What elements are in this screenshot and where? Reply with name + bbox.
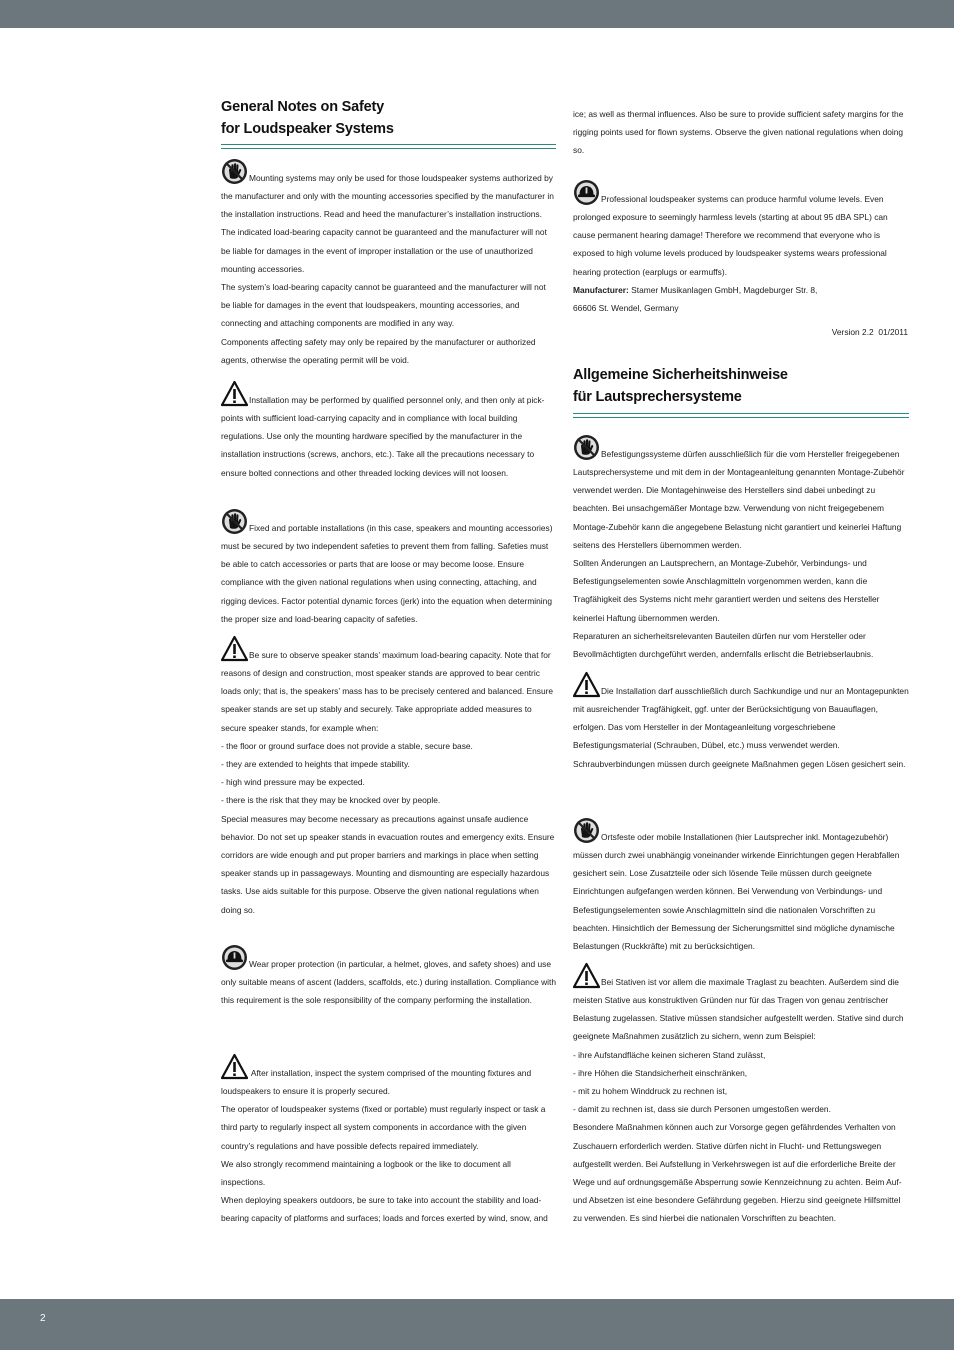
page-number: 2	[40, 1313, 46, 1324]
hand-stop-icon	[573, 434, 600, 461]
english-title	[221, 96, 394, 140]
english-para-1b: The system’s load-bearing capacity cannot be guaranteed and the manufacturer will not be liable for damages in the event that loudspeakers, mounting accessories, and connecting and attaching components are modified in any way.	[221, 282, 546, 329]
german-title-rule-thin	[573, 417, 909, 418]
english-para-6b: The operator of loudspeaker systems (fixed or portable) must regularly inspect or task a third party to regularly inspect all system components in accordance with the given country’s regulations and have possible defects repaired immediately.	[221, 1104, 546, 1151]
manufacturer-label: Manufacturer:	[573, 284, 629, 295]
list-item: - there is the risk that they may be knocked over by people.	[221, 795, 441, 806]
list-item: - they are extended to heights that impede stability.	[221, 759, 410, 770]
english-para-4b: Special measures may become necessary as precautions against unsafe audience behavior. Do not set up speaker stands in evacuation routes and emergency exits. Ensure corridors are wide enough and put proper barriers and markings in place when setting speaker stands up in passageways. Mounting and dismounting are especially hazardous tasks. Use aids suitable for this purpose. Observe the given national regulations when doing so.	[221, 813, 555, 915]
warning-triangle-icon	[221, 380, 248, 407]
english-title-rule	[221, 144, 556, 145]
helmet-icon	[221, 944, 248, 971]
manufacturer-line2: 66606 St. Wendel, Germany	[573, 303, 679, 314]
list-item: - the floor or ground surface does not provide a stable, secure base.	[221, 740, 473, 751]
english-para-6c: We also strongly recommend maintaining a logbook or the like to document all inspections.	[221, 1158, 511, 1188]
german-block-4: Bei Stativen ist vor allem die maximale Traglast zu beachten. Außerdem sind die meisten Stative aus konstruktiven Gründen nur für das Tragen von genau zentrischer Belastung zugelassen. Stative müssen standsicher aufgestellt werden. Stative sind durch geeignete Maßnahmen zusätzlich zu sichern, wenn zum Beispiel: - ihre Aufstandfläche keinen sicheren Stand zulässt, - ihre Höhen die Standsicherheit einschränken, - mit zu hohem Winddruck zu rechnen ist, - damit zu rechnen ist, dass sie durch Personen umgestoßen werden. Besondere Maßnahmen können auch zur Vorsorge gegen gefährdendes Verhalten von Zuschauern erforderlich werden. Stative dürfen nicht in Flucht- und Rettungswegen aufgestellt werden. Bei Aufstellung in Verkehrswegen ist auf die erforderliche Breite der Wege und auf ordnungsgemäße Absperrung sowie Kennzeichnung zu achten. Beim Auf- und Absetzen ist eine besondere Gefährdung gegeben. Hierzu sind geeignete Hilfsmittel zu verwenden. Es sind hierbei die nationalen Vorschriften zu beachten.	[573, 964, 911, 1228]
english-block-5: Wear proper protection (in particular, a helmet, gloves, and safety shoes) and use only suitable means of ascent (ladders, scaffolds, etc.) during installation. Compliance with this requirement is the sole responsibility of the company performing the installation.	[221, 946, 557, 1009]
english-title-line1: General Notes on Safety	[221, 99, 385, 115]
english-para-1c: Components affecting safety may only be repaired by the manufacturer or authorized agents, otherwise the operating permit will be void.	[221, 336, 536, 365]
german-para-1c: Reparaturen an sicherheitsrelevanten Bauteilen dürfen nur vom Hersteller oder Bevollmächtigten durchgeführt werden, andernfalls erlischt die Betriebserlaubnis.	[573, 630, 874, 660]
list-item: - mit zu hohem Winddruck zu rechnen ist,	[573, 1086, 728, 1097]
bottom-bar	[0, 1299, 954, 1350]
english-block-1: Mounting systems may only be used for those loudspeaker systems authorized by the manufacturer and only with the mounting accessories specified by the manufacturer in the installation instructions. Read and heed the manufacturer’s installation instructions. The indicated load-bearing capacity cannot be guaranteed and the manufacturer will not be liable for damages in the event of improper installation or the use of unauthorized mounting accessories. The system’s load-bearing capacity cannot be guaranteed and the manufacturer will not be liable for damages in the event that loudspeakers, mounting accessories, and connecting and attaching components are modified in any way. Components affecting safety may only be repaired by the manufacturer or authorized agents, otherwise the operating permit will be void.	[221, 160, 557, 369]
hand-stop-icon	[221, 158, 248, 185]
english-title-line2: for Loudspeaker Systems	[221, 121, 394, 137]
english-block-6-continued	[573, 105, 911, 160]
list-item: - ihre Aufstandfläche keinen sicheren Stand zulässt,	[573, 1049, 766, 1060]
warning-triangle-icon	[221, 635, 248, 662]
list-item: - ihre Höhen die Standsicherheit einschränken,	[573, 1067, 748, 1078]
german-title-line1: Allgemeine Sicherheitshinweise	[573, 367, 788, 383]
english-para-6e: ice; as well as thermal influences. Also be sure to provide sufficient safety margins for the rigging points used for flown systems. Observe the given national regulations when doing so.	[573, 109, 904, 156]
english-block-7: Professional loudspeaker systems can produce harmful volume levels. Even prolonged exposure to seemingly harmless levels (starting at about 95 dBA SPL) can cause permanent hearing damage! Therefore we recommend that everyone who is exposed to high volume levels produced by loudspeaker systems wears professional hearing protection (earplugs or earmuffs). Manufacturer: Stamer Musikanlagen GmbH, Magdeburger Str. 8, 66606 St. Wendel, Germany	[573, 181, 911, 317]
warning-triangle-icon	[573, 962, 600, 989]
german-block-1: Befestigungssysteme dürfen ausschließlich für die vom Hersteller freigegebenen Lautsprechersysteme und mit dem in der Montageanleitung genannten Montage-Zubehör verwendet werden. Die Montagehinweise des Herstellers sind dabei unbedingt zu beachten. Bei unsachgemäßer Montage bzw. Verwendung von nicht freigegebenem Montage-Zubehör kann die angegebene Belastung nicht garantiert und keinerlei Haftung seitens des Herstellers übernommen werden. Sollten Änderungen an Lautsprechern, an Montage-Zubehör, Verbindungs- und Befestigungselementen sowie Anschlagmitteln vorgenommen werden, kann die Tragfähigkeit des Systems nicht mehr garantiert werden und seitens des Hersteller keinerlei Haftung übernommen werden. Reparaturen an sicherheitsrelevanten Bauteilen dürfen nur vom Hersteller oder Bevollmächtigten durchgeführt werden, andernfalls erlischt die Betriebserlaubnis.	[573, 436, 911, 663]
german-para-1b: Sollten Änderungen an Lautsprechern, an Montage-Zubehör, Verbindungs- und Befestigungselementen sowie Anschlagmitteln vorgenommen werden, kann die Tragfähigkeit des Systems nicht mehr garantiert werden und seitens des Hersteller keinerlei Haftung übernommen werden.	[573, 558, 880, 623]
version-text: Version 2.2 01/2011	[831, 327, 908, 337]
english-block-6: After installation, inspect the system comprised of the mounting fixtures and loudspeakers to ensure it is properly secured. The operator of loudspeaker systems (fixed or portable) must regularly inspect or task a third party to regularly inspect all system components in accordance with the given country’s regulations and have possible defects repaired immediately. We also strongly recommend maintaining a logbook or the like to document all inspections. When deploying speakers outdoors, be sure to take into account the stability and load-bearing capacity of platforms and surfaces; loads and forces exerted by wind, snow, and	[221, 1055, 557, 1228]
english-block-2: Installation may be performed by qualified personnel only, and then only at pick-points with sufficient load-carrying capacity and in compliance with local building regulations. Use only the mounting hardware specified by the manufacturer in the installation instructions (screws, anchors, etc.). Take all the precautions necessary to ensure bolted connections and other threaded locking devices will not loosen.	[221, 382, 557, 482]
warning-triangle-icon	[573, 671, 600, 698]
english-para-6d: When deploying speakers outdoors, be sure to take into account the stability and load-bearing capacity of platforms and surfaces; loads and forces exerted by wind, snow, and	[221, 1195, 548, 1224]
hand-stop-icon	[573, 817, 600, 844]
german-para-4b: Besondere Maßnahmen können auch zur Vorsorge gegen gefährdendes Verhalten von Zuschauern erforderlich werden. Stative dürfen nicht in Flucht- und Rettungswegen aufgestellt werden. Bei Aufstellung in Verkehrswegen ist auf die erforderliche Breite der Wege und auf ordnungsgemäße Absperrung sowie Kennzeichnung zu achten. Beim Auf- und Absetzen ist eine besondere Gefährdung gegeben. Hierzu sind geeignete Hilfsmittel zu verwenden. Es sind hierbei die nationalen Vorschriften zu beachten.	[573, 1122, 902, 1224]
english-block-3: Fixed and portable installations (in this case, speakers and mounting accessories) must be secured by two independent safeties to prevent them from falling. Safeties must be able to catch accessories or parts that are loose or may become loose. Ensure compliance with the given national regulations when using connecting, attaching, and rigging devices. Factor potential dynamic forces (jerk) into the equation when determining the proper size and load-bearing capacity of safeties.	[221, 510, 557, 628]
german-block-3: Ortsfeste oder mobile Installationen (hier Lautsprecher inkl. Montagezubehör) müssen durch zwei unabhängig voneinander wirkende Einrichtungen gegen Herabfallen gesichert sein. Lose Zusatzteile oder sich lösende Teile müssen durch geeignete Einrichtungen aufgefangen werden können. Bei Verwendung von Verbindungs- und Befestigungselementen sowie Anschlagmitteln sind die nationalen Vorschriften zu beachten. Hinsichtlich der Bemessung der Sicherungsmittel sind mögliche dynamische Belastungen (Ruckkräfte) mit zu berücksichtigen.	[573, 819, 911, 955]
list-item: - damit zu rechnen ist, dass sie durch Personen umgestoßen werden.	[573, 1104, 831, 1115]
german-title-line2: für Lautsprechersysteme	[573, 389, 742, 405]
manufacturer-line1: Stamer Musikanlagen GmbH, Magdeburger Str. 8,	[628, 284, 818, 295]
german-title	[573, 364, 788, 408]
german-title-rule	[573, 413, 909, 414]
hand-stop-icon	[221, 508, 248, 535]
english-title-rule-thin	[221, 148, 556, 149]
german-block-2: Die Installation darf ausschließlich durch Sachkundige und nur an Montagepunkten mit ausreichender Tragfähigkeit, ggf. unter der Berücksichtigung von Bauauflagen, erfolgen. Das vom Hersteller in der Montageanleitung vorgeschriebene Befestigungsmaterial (Schrauben, Dübel, etc.) muss verwendet werden. Schraubverbindungen müssen durch geeignete Maßnahmen gegen Lösen gesichert sein.	[573, 673, 911, 773]
helmet-icon	[573, 179, 600, 206]
warning-triangle-icon	[221, 1053, 248, 1080]
list-item: - high wind pressure may be expected.	[221, 777, 365, 788]
top-bar	[0, 0, 954, 28]
english-block-4: Be sure to observe speaker stands’ maximum load-bearing capacity. Note that for reasons of design and construction, most speaker stands are approved to bear centric loads only; that is, the speakers’ mass has to be precisely centered and balanced. Ensure speaker stands are set up stably and securely. Take appropriate added measures to secure speaker stands, for example when: - the floor or ground surface does not provide a stable, secure base. - they are extended to heights that impede stability. - high wind pressure may be expected. - there is the risk that they may be knocked over by people. Special measures may become necessary as precautions against unsafe audience behavior. Do not set up speaker stands in evacuation routes and emergency exits. Ensure corridors are wide enough and put proper barriers and markings in place when setting speaker stands up in passageways. Mounting and dismounting are especially hazardous tasks. Use aids suitable for this purpose. Observe the given national regulations when doing so.	[221, 637, 557, 919]
